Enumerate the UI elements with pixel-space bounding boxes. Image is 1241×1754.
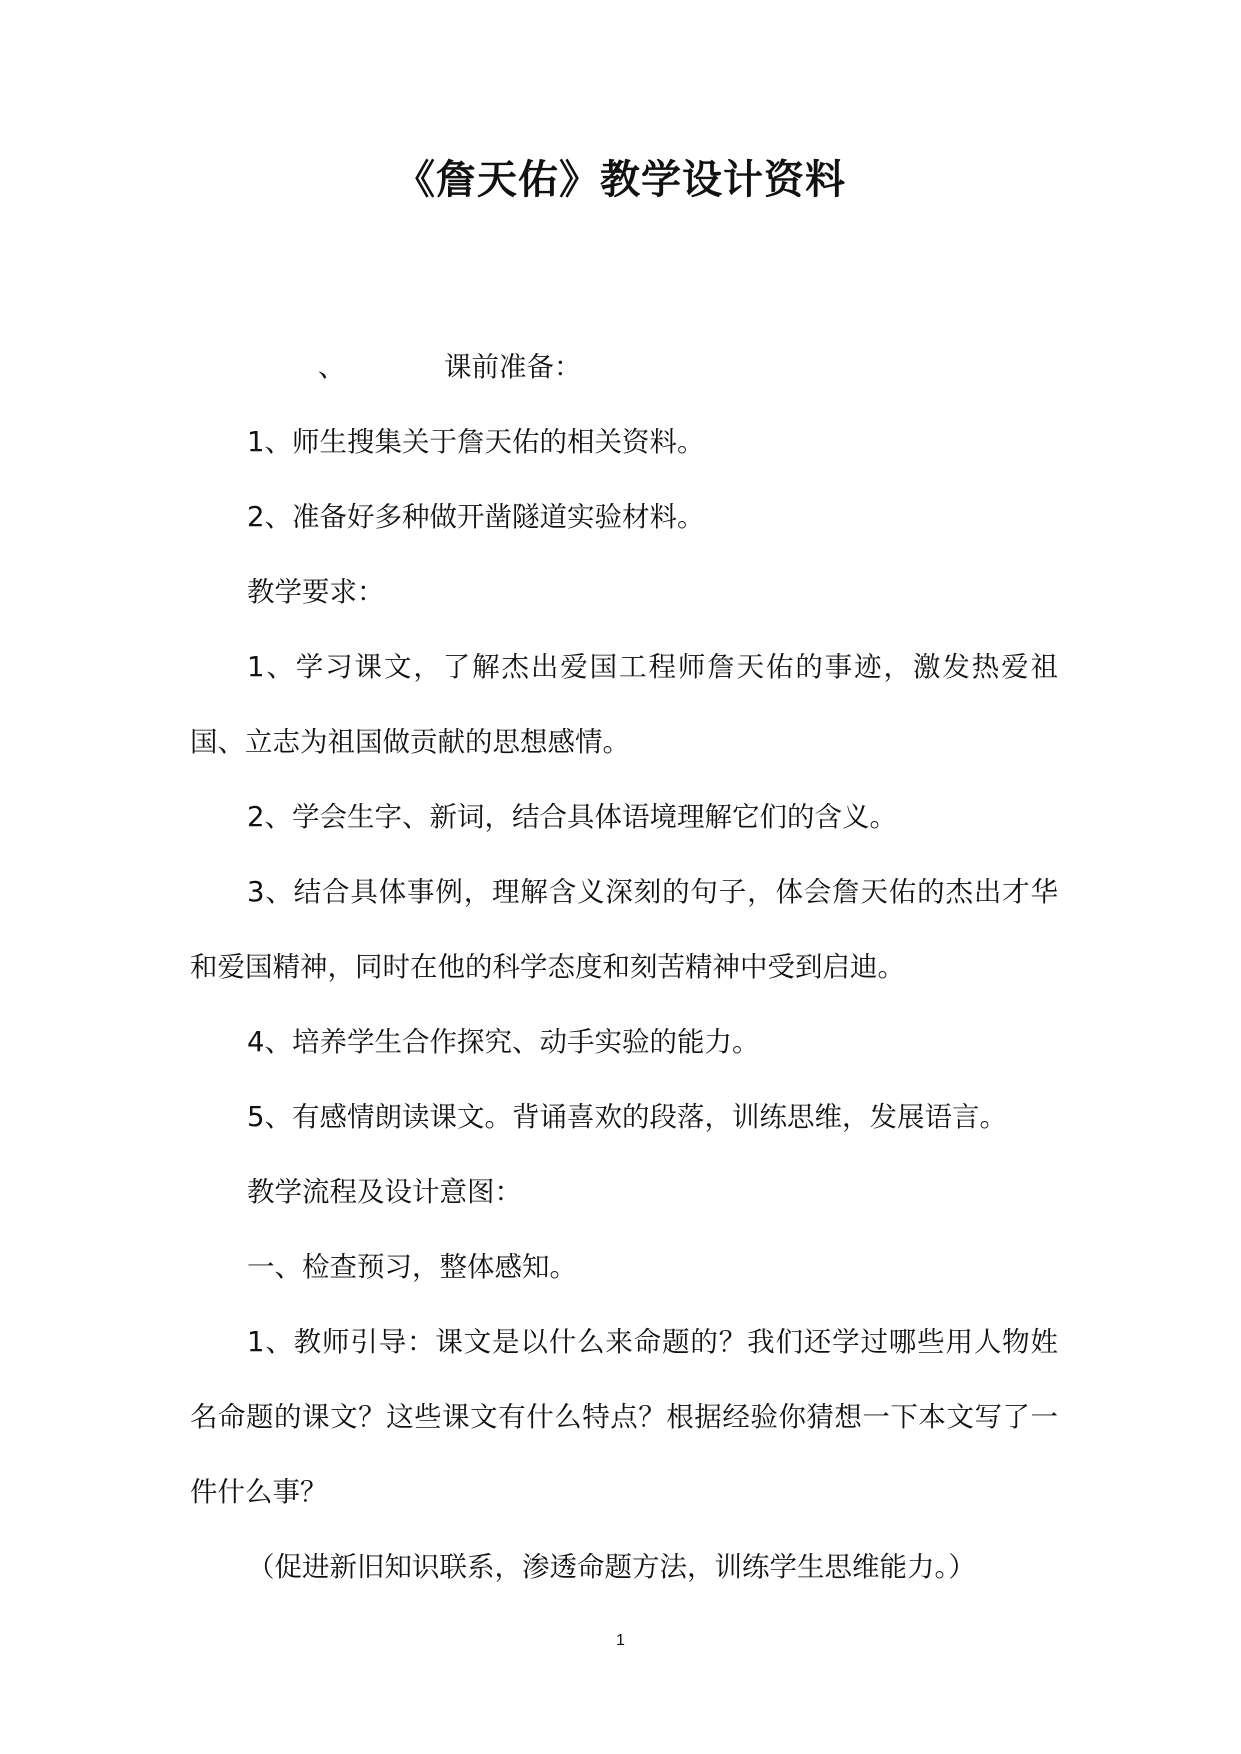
- heading-process: 教学流程及设计意图：: [247, 1176, 522, 1208]
- paragraph-requirement-1: 1、学习课文，了解杰出爱国工程师詹天佑的事迹，激发热爱祖国、立志为祖国做贡献的思想感情。: [190, 651, 1058, 758]
- document-title: 《詹天佑》教学设计资料: [395, 157, 846, 203]
- paragraph-requirement-4: 4、培养学生合作探究、动手实验的能力。: [247, 1026, 760, 1058]
- paragraph-prep-1: 1、师生搜集关于詹天佑的相关资料。: [247, 426, 705, 458]
- design-note: （促进新旧知识联系，渗透命题方法，训练学生思维能力。）: [247, 1551, 976, 1583]
- section-heading-prep: [190, 330, 1058, 405]
- paragraph-requirement-2: 2、学会生字、新词，结合具体语境理解它们的含义。: [247, 801, 897, 833]
- heading-step-one: 一、检查预习，整体感知。: [247, 1251, 577, 1283]
- paragraph-requirement-3: 3、结合具体事例，理解含义深刻的句子，体会詹天佑的杰出才华和爱国精神，同时在他的科学态度和刻苦精神中受到启迪。: [190, 876, 1058, 983]
- section-heading-label: 课前准备：: [444, 351, 582, 383]
- page-number: 1: [616, 1632, 625, 1649]
- document-body: [190, 330, 1058, 1605]
- section-heading-mark: 、: [318, 351, 346, 383]
- heading-requirements: 教学要求：: [247, 576, 385, 608]
- paragraph-step-one-1: 1、教师引导：课文是以什么来命题的？我们还学过哪些用人物姓名命题的课文？这些课文有什么特点？根据经验你猜想一下本文写了一件什么事？: [190, 1326, 1058, 1508]
- paragraph-prep-2: 2、准备好多种做开凿隧道实验材料。: [247, 501, 705, 533]
- paragraph-requirement-5: 5、有感情朗读课文。背诵喜欢的段落，训练思维，发展语言。: [247, 1101, 1007, 1133]
